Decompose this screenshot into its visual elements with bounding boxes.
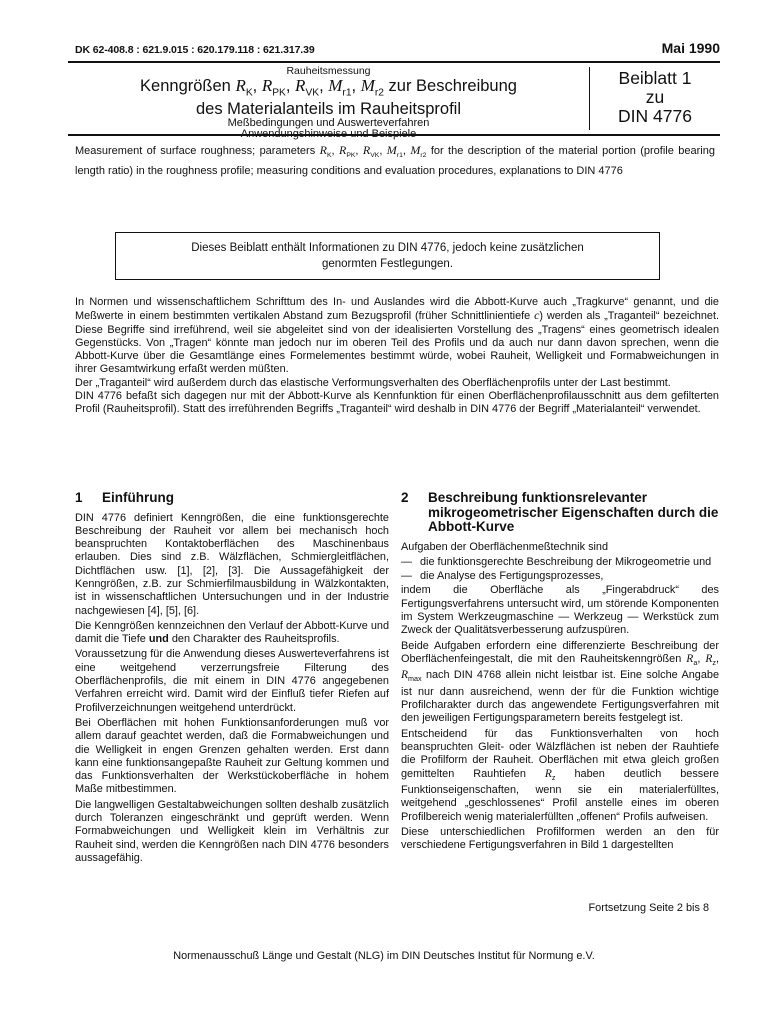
title-kicker: Rauheitsmessung: [286, 65, 371, 77]
section-1: [75, 491, 389, 867]
document-classification-code: DK 62-408.8 : 621.9.015 : 620.179.118 : 621.317.39: [75, 44, 315, 56]
section-1-paragraph-3: Voraussetzung für die Anwendung dieses Auswerteverfahrens ist eine weitgehend verzerrungsfreie Filterung des Oberflächenprofils, die mit einem in DIN 4776 angegebenen Verfahren erreicht wird. Damit wird der Einfluß tiefer Riefen auf Profilverzeichnungen weitgehend unterdrückt.: [75, 648, 389, 714]
notice-box: [115, 232, 660, 280]
footer-publisher: Normenausschuß Länge und Gestalt (NLG) im DIN Deutsches Institut für Normung e.V.: [173, 950, 595, 962]
section-1-paragraph-2: Die Kenngrößen kennzeichnen den Verlauf der Abbott-Kurve und damit die Tiefe und den Charakter des Rauheitsprofils.: [75, 619, 389, 646]
section-2-paragraph-2: indem die Oberfläche als „Fingerabdruck“ des Fertigungsverfahrens untersucht wird, um störende Komponenten im System Werkzeugmaschine — Werkzeug — Werkstück zum Zweck der Qualitätsverbesserung aufzuspüren.: [401, 584, 719, 637]
title-main-line1: Kenngrößen $R_K$, $R_{PK}$, $R_{VK}$, $M_{r1}$, $M_{r2}$ zur Beschreibung: [140, 76, 517, 99]
beiblatt-line3: DIN 4776: [618, 106, 692, 126]
section-2-heading: [401, 491, 719, 535]
intro-text: [75, 296, 719, 417]
section-2-list-item-2: — die Analyse des Fertigungsprozesses,: [401, 570, 604, 583]
title-subline2: Anwendungshinweise und Beispiele: [240, 128, 417, 141]
intro-paragraph-2: Der „Traganteil“ wird außerdem durch das elastische Verformungsverhalten des Oberflächenprofils unter der Last bestimmt.: [75, 376, 671, 389]
beiblatt-line2: zu: [645, 87, 665, 107]
section-1-paragraph-4: Bei Oberflächen mit hohen Funktionsanforderungen muß vor allem darauf geachtet werden, daß die Formabweichungen und die Welligkeit in engen Grenzen gehalten werden. Erst dann kann eine funktionsangepaßte Rauheit zur Geltung kommen und das Funktionsverhalten der Werkstückoberfläche in hohem Maße mitbestimmen.: [75, 716, 389, 796]
section-1-title: Einführung: [102, 490, 174, 505]
intro-paragraph-1: In Normen und wissenschaftlichem Schrifttum des In- und Auslandes wird die Abbott-Kurve auch „Tragkurve“ genannt, und die Meßwerte in einem bestimmten vertikalen Abstand zum Bezugsprofil (früher Schnittlinientiefe c) werden als „Traganteil“ bezeichnet. Diese Begriffe sind irreführend, weil sie abgeleitet sind von der idealisierten Vorstellung des „Tragens“ eines geometrisch idealen Gegenstücks. Von „Tragen“ könnte man jedoch nur im oberen Teil des Profils und da auch nur dann davon sprechen, wenn die Abbott-Kurve über die Gesamtlänge eines Formelementes bestimmt würde, wobei Rauheit, Welligkeit und Formabweichungen in ihrer Gesamtwirkung erfaßt werden müßten.: [75, 296, 719, 376]
title-main-line2: des Materialanteils im Rauheitsprofil: [195, 100, 462, 119]
english-title: Measurement of surface roughness; parameters $R_K$, $R_{PK}$, $R_{VK}$, $M_{r1}$, $M_{r2}$ for the description of the material portion (profile bearing length ratio) in the roughness profile; measuring conditions and evaluation procedures, explanations to DIN 4776: [75, 143, 715, 177]
notice-line1: Dieses Beiblatt enthält Informationen zu DIN 4776, jedoch keine zusätzlichen: [191, 242, 584, 254]
list-dash: —: [401, 570, 412, 583]
section-2-paragraph-4: Entscheidend für das Funktionsverhalten von hoch beanspruchten Gleit- oder Wälzflächen ist neben der Rauhtiefe die Profilform der Rauheit. Oberflächen mit etwa gleich großen gemittelten Rauhtiefen $R_z$ haben deutlich bessere Funktionseigenschaften, wenn sie ein materialerfülltes, weitgehend „geschlossenes“ Profil anstelle eines im oberen Profilbereich wenig materialerfüllten „offenen“ Profils aufweisen.: [401, 727, 719, 823]
section-2-paragraph-5: Diese unterschiedlichen Profilformen werden an den für verschiedene Fertigungsverfahren in Bild 1 dargestellten: [401, 825, 719, 852]
section-2-list-item-1: — die funktionsgerechte Beschreibung der Mikrogeometrie und: [401, 555, 712, 568]
section-2-title: Beschreibung funktionsrelevanter mikrogeometrischer Eigenschaften durch die Abbott-Kurve: [428, 490, 719, 534]
title-subline1: Meßbedingungen und Auswerteverfahren: [227, 117, 430, 130]
section-2: [401, 491, 719, 855]
section-1-paragraph-5: Die langwelligen Gestaltabweichungen sollten deshalb zusätzlich durch Toleranzen eingeschränkt und geprüft werden. Wenn Formabweichungen und Welligkeit klein im Verhältnis zur Rauheit sind, werden die Kenngrößen nach DIN 4776 besonders aussagefähig.: [75, 798, 389, 864]
section-1-paragraph-1: DIN 4776 definiert Kenngrößen, die eine funktionsgerechte Beschreibung der Rauheit vor allem bei mechanisch hoch beanspruchten Kontaktoberflächen des Maschinenbaus erlauben. Dies sind z.B. Wälzflächen, Schmiergleitflächen, Dichtflächen usw. [1], [2], [3]. Die Aussagefähigkeit der Kenngrößen, z.B. zur Schmierfilmausbildung in Wälzkontakten, ist in wissenschaftlichen Untersuchungen und in der Industrie nachgewiesen [4], [5], [6].: [75, 511, 389, 617]
continuation-note: Fortsetzung Seite 2 bis 8: [588, 902, 709, 914]
beiblatt-label: [590, 63, 720, 134]
section-2-paragraph-3: Beide Aufgaben erfordern eine differenzierte Beschreibung der Oberflächenfeingestalt, die mit den Rauheitskenngrößen $R_a$, $R_z$, $R_{max}$ nach DIN 4768 allein nicht leistbar ist. Eine solche Angabe ist nur dann ausreichend, wenn der für die Funktion wichtige Profilcharakter durch das angewendete Fertigungsverfahren mit den jeweiligen Fertigungsparametern bereits festgelegt ist.: [401, 639, 719, 725]
notice-line2: genormten Festlegungen.: [321, 258, 454, 270]
publication-date: Mai 1990: [661, 40, 720, 56]
intro-paragraph-3: DIN 4776 befaßt sich dagegen nur mit der Abbott-Kurve als Kennfunktion für einen Oberflächenprofilausschnitt aus dem gefilterten Profil (Rauheitsprofil). Statt des irreführenden Begriffs „Traganteil“ wird deshalb in DIN 4776 der Begriff „Materialanteil“ verwendet.: [75, 390, 719, 416]
section-2-number: 2: [401, 490, 409, 505]
list-dash: —: [401, 555, 412, 568]
section-1-number: 1: [75, 490, 83, 505]
section-2-paragraph-1: Aufgaben der Oberflächenmeßtechnik sind: [401, 540, 609, 553]
title-block: [68, 61, 720, 141]
section-1-heading: [75, 491, 389, 506]
document-title: [68, 63, 589, 141]
beiblatt-line1: Beiblatt 1: [618, 68, 692, 88]
